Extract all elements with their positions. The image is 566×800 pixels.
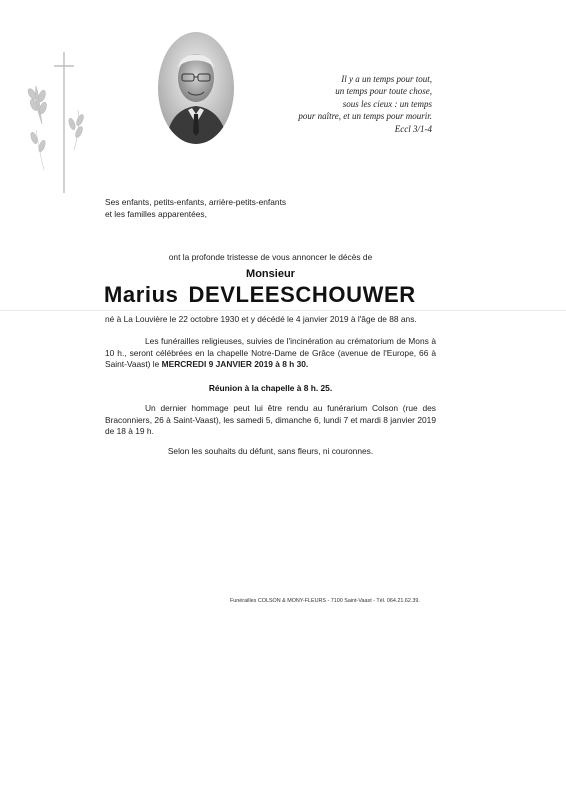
quote-line: un temps pour toute chose,	[335, 86, 432, 97]
first-name: Marius	[104, 282, 179, 307]
deceased-name	[104, 282, 440, 308]
last-name: DEVLEESCHOUWER	[188, 282, 416, 307]
funeral-date: MERCREDI 9 JANVIER 2019 à 8 h 30.	[161, 359, 309, 370]
wishes-text: Selon les souhaits du défunt, sans fleurs, ni couronnes.	[167, 446, 374, 456]
intro-line: Ses enfants, petits-enfants, arrière-petits-enfants	[105, 197, 287, 207]
quote-line: Il y a un temps pour tout,	[341, 74, 432, 84]
footer-funeral-home: Funérailles COLSON & MONY-FLEURS - 7100 Saint-Vaast - Tél. 064.21.62.39.	[230, 598, 420, 604]
tribute-paragraph	[105, 403, 436, 438]
quote-line: sous les cieux : un temps	[342, 98, 432, 109]
tribute-text: Un dernier hommage peut lui être rendu au funérarium Colson (rue des Braconniers, 26 à Saint-Vaast), les samedi 5, dimanche 6, lundi 7 et mardi 8 janvier 2019 de 18 à 19 h.	[105, 403, 436, 437]
birth-death-line: né à La Louvière le 22 octobre 1930 et y décédé le 4 janvier 2019 à l'âge de 88 ans.	[105, 314, 417, 324]
funeral-paragraph	[105, 336, 436, 371]
quote-line: pour naître, et un temps pour mourir.	[298, 111, 432, 122]
deceased-title: Monsieur	[246, 268, 295, 280]
family-intro	[105, 196, 465, 220]
funeral-text: Les funérailles religieuses, suivies de l'incinération au crématorium de Mons à 10 h., seront célébrées en la chapelle Notre-Dame de Grâce (avenue de l'Europe, 66 à Saint-Vaast) le	[105, 336, 436, 370]
scan-artifact-line	[0, 310, 566, 311]
cross-wheat-icon	[22, 50, 104, 195]
scripture-quote	[270, 73, 432, 135]
announcement-text: ont la profonde tristesse de vous annoncer le décès de	[168, 252, 373, 262]
intro-line: et les familles apparentées,	[105, 209, 207, 219]
meeting-info: Réunion à la chapelle à 8 h. 25.	[208, 383, 333, 393]
quote-reference: Eccl 3/1-4	[394, 123, 432, 134]
portrait-photo	[158, 32, 234, 144]
